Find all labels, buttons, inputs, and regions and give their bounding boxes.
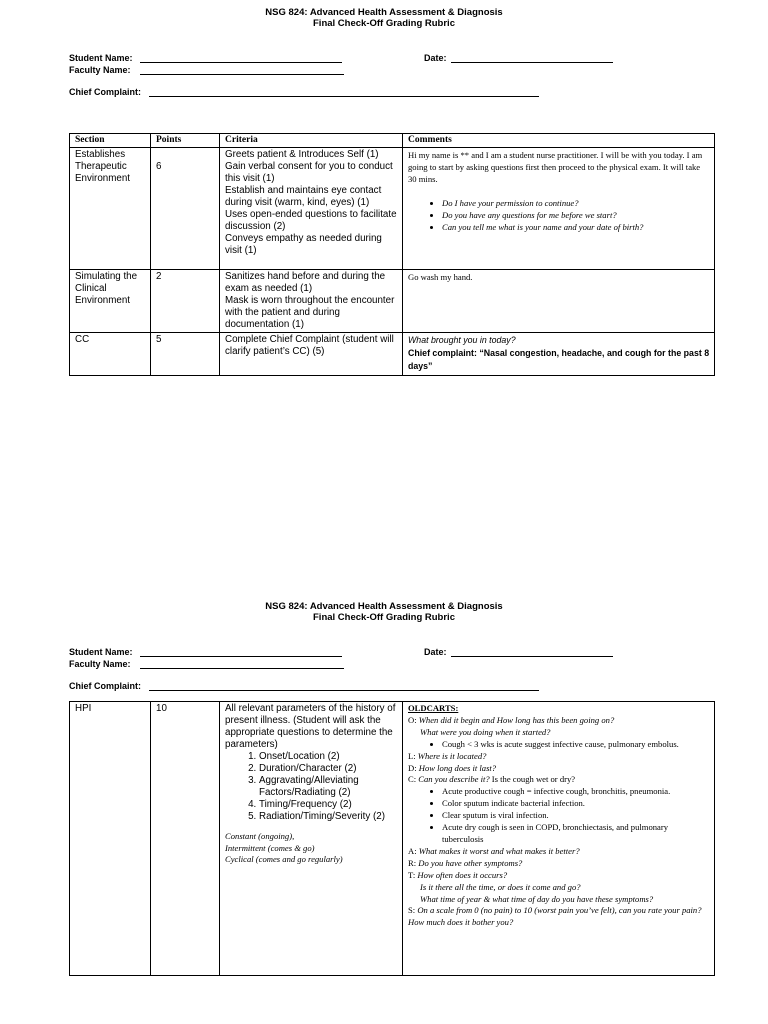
list-item: 5. Radiation/Timing/Severity (2) <box>259 811 398 823</box>
section-cell: Establishes Therapeutic Environment <box>70 148 151 270</box>
list-item: • Acute dry cough is seen in COPD, bronchiectasis, and pulmonary tuberculosis <box>442 822 710 846</box>
student-name-field[interactable] <box>140 656 342 657</box>
header-criteria: Criteria <box>220 134 403 148</box>
table-row <box>70 148 715 270</box>
list-item: • Acute productive cough = infective cough, bronchitis, pneumonia. <box>442 786 710 798</box>
date-label: Date: <box>424 647 447 657</box>
list-item: • Clear sputum is viral infection. <box>442 810 710 822</box>
oldcarts-title: OLDCARTS: <box>408 703 459 713</box>
list-item: 3. Aggravating/Alleviating Factors/Radiating (2) <box>259 775 398 799</box>
criteria-cell: Greets patient & Introduces Self (1) Gain verbal consent for you to conduct this visit (1) Establish and maintains eye contact during visit (warm, kind, eyes) (1) Uses open-ended questions to facilitate discussion (2) Conveys empathy as needed during visit (1) <box>220 148 403 270</box>
comments-cell: Go wash my hand. <box>403 270 715 333</box>
list-item: 2. Duration/Character (2) <box>259 763 398 775</box>
table-row <box>70 333 715 376</box>
chief-complaint-label: Chief Complaint: <box>69 87 141 97</box>
student-name-field[interactable] <box>140 62 342 63</box>
criteria-cell: All relevant parameters of the history of present illness. (Student will ask the appropriate questions to determine the parameters) 1. Onset/Location (2) 2. Duration/Character (2) 3. Aggravating/Alleviating Factors/Radiating (2) 4. Timing/Frequency (2) 5. Radiation/Timing/Severity (2) Constant (ongoing), Intermittent (comes & go) Cyclical (comes and go regularly) <box>220 702 403 976</box>
chief-complaint-field[interactable] <box>149 690 539 691</box>
list-item: • Cough < 3 wks is acute suggest infective cause, pulmonary embolus. <box>442 739 710 751</box>
student-name-label: Student Name: <box>69 647 133 657</box>
rubric-table-1 <box>69 133 715 376</box>
comments-cell: Hi my name is ** and I am a student nurse practitioner. I will be with you today. I am going to start by asking questions first then proceed to the physical exam. It will take 30 mins. • Do I have your permission to continue? • Do you have any questions for me before we start? • Can you tell me what is your name and your date of birth? <box>403 148 715 270</box>
course-title: NSG 824: Advanced Health Assessment & Diagnosis <box>265 601 503 612</box>
points-cell: 2 <box>151 270 220 333</box>
faculty-name-label: Faculty Name: <box>69 65 131 75</box>
section-cell: HPI <box>70 702 151 976</box>
comments-cell: What brought you in today? Chief complaint: “Nasal congestion, headache, and cough for the past 8 days” <box>403 333 715 376</box>
date-label: Date: <box>424 53 447 63</box>
faculty-name-label: Faculty Name: <box>69 659 131 669</box>
rubric-title: Final Check-Off Grading Rubric <box>313 18 455 29</box>
faculty-name-field[interactable] <box>140 668 344 669</box>
comments-cell: OLDCARTS: O: When did it begin and How long has this been going on? What were you doing when it started? • Cough < 3 wks is acute suggest infective cause, pulmonary embolus. L: Where is it located? D: How long does it last? C: Can you describe it? Is the cough wet or dry? • Acute productive cough = infective cough, bronchitis, pneumonia. • Color sputum indicate bacterial infection. • Clear sputum is viral infection. • Acute dry cough is seen in COPD, bronchiectasis, and pulmonary tuberculosis A: What makes it worst and what makes it better? R: Do you have other symptoms? T: How often does it occurs? Is it there all the time, or does it come and go? What time of year & what time of day do you have these symptoms? S: On a scale from 0 (no pain) to 10 (worst pain you’ve felt), can you rate your pain? How much does it bother you? <box>403 702 715 976</box>
section-cell: CC <box>70 333 151 376</box>
faculty-name-field[interactable] <box>140 74 344 75</box>
list-item: • Do you have any questions for me before we start? <box>442 209 710 221</box>
date-field[interactable] <box>451 656 613 657</box>
criteria-cell: Sanitizes hand before and during the exam as needed (1) Mask is worn throughout the encounter with the patient and during documentation (1) <box>220 270 403 333</box>
rubric-table-2 <box>69 701 715 976</box>
list-item: 1. Onset/Location (2) <box>259 751 398 763</box>
list-item: • Color sputum indicate bacterial infection. <box>442 798 710 810</box>
list-item: • Can you tell me what is your name and your date of birth? <box>442 221 710 233</box>
list-item: • Do I have your permission to continue? <box>442 197 710 209</box>
date-field[interactable] <box>451 62 613 63</box>
points-cell: 5 <box>151 333 220 376</box>
chief-complaint-label: Chief Complaint: <box>69 681 141 691</box>
course-title: NSG 824: Advanced Health Assessment & Diagnosis <box>265 7 503 18</box>
section-cell: Simulating the Clinical Environment <box>70 270 151 333</box>
list-item: 4. Timing/Frequency (2) <box>259 799 398 811</box>
student-name-label: Student Name: <box>69 53 133 63</box>
header-comments: Comments <box>403 134 715 148</box>
table-row <box>70 702 715 976</box>
criteria-cell: Complete Chief Complaint (student will clarify patient’s CC) (5) <box>220 333 403 376</box>
rubric-title: Final Check-Off Grading Rubric <box>313 612 455 623</box>
header-points: Points <box>151 134 220 148</box>
table-row <box>70 270 715 333</box>
points-cell: 10 <box>151 702 220 976</box>
chief-complaint-field[interactable] <box>149 96 539 97</box>
header-section: Section <box>70 134 151 148</box>
table-header-row <box>70 134 715 148</box>
points-cell: 6 <box>151 148 220 270</box>
